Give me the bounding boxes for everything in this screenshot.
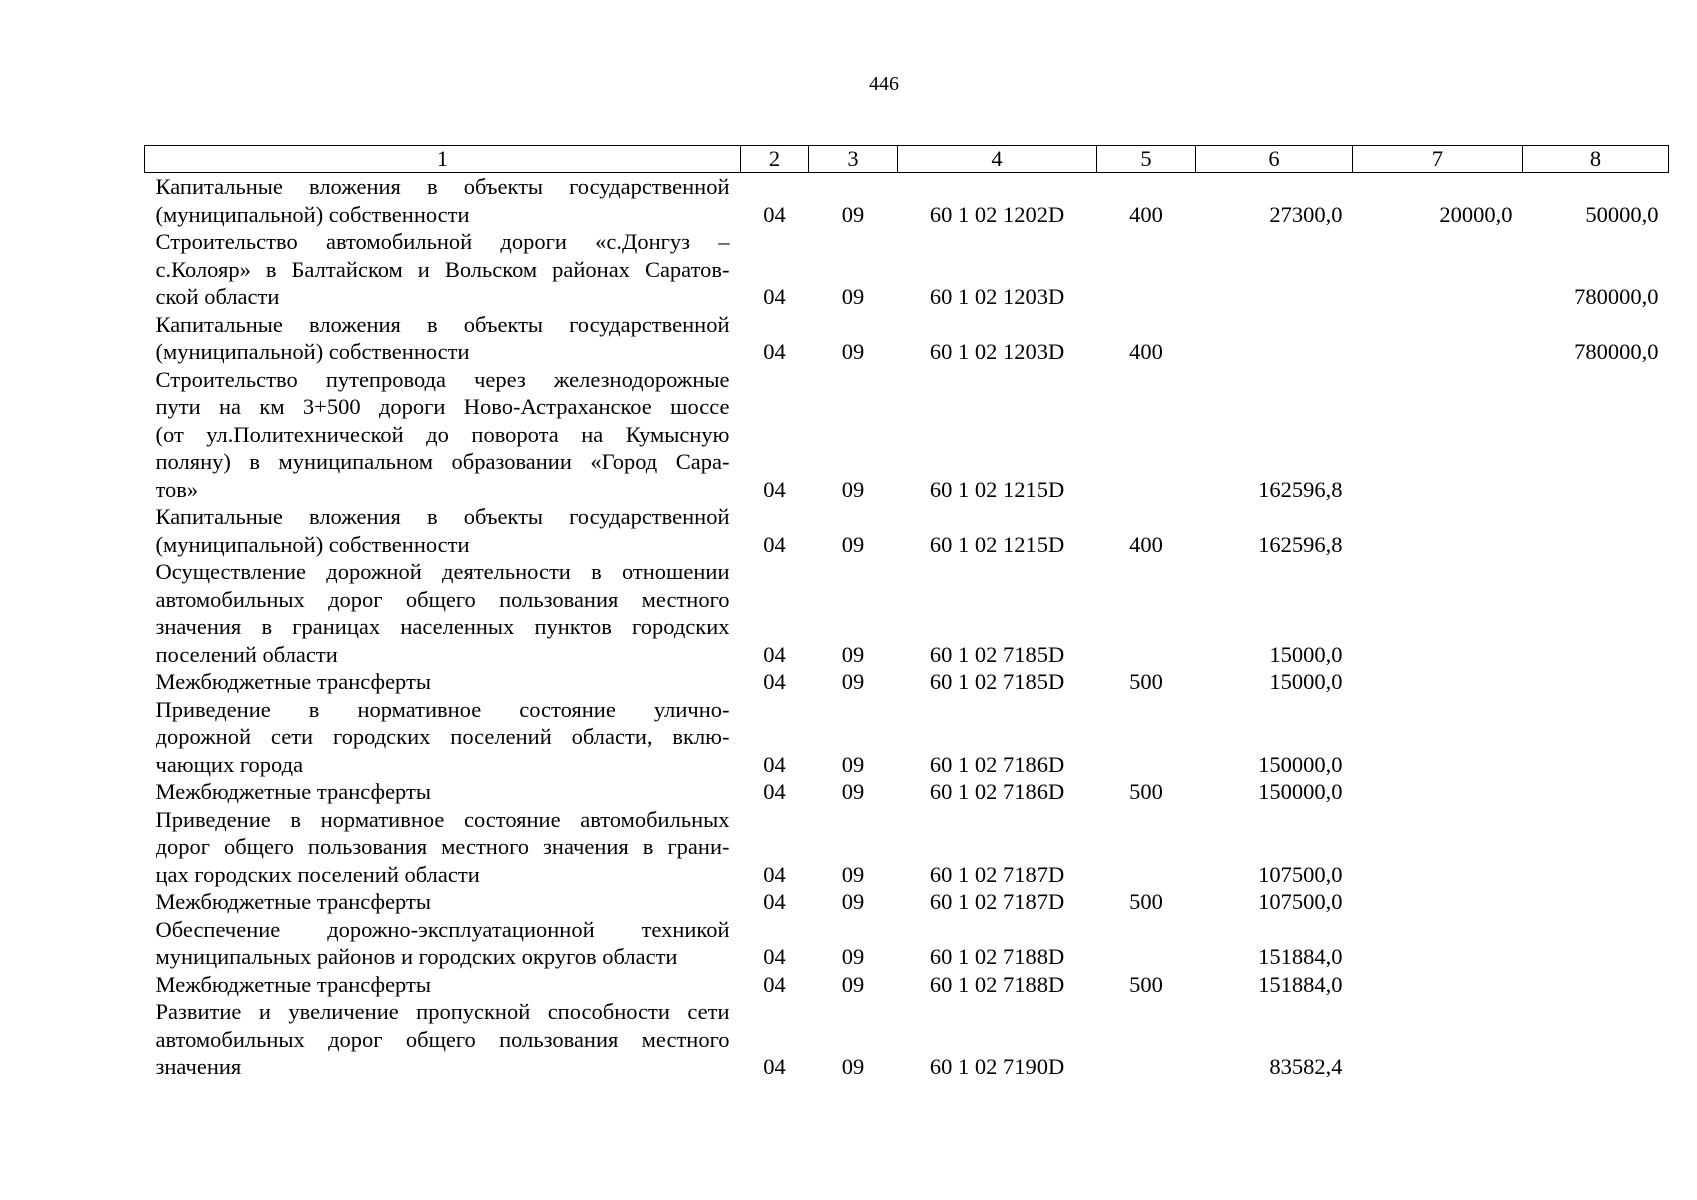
column-header-3: 3 — [809, 146, 898, 173]
amount-year2-cell — [1353, 778, 1523, 806]
expense-type-cell — [1097, 998, 1196, 1081]
table-row — [145, 173, 1669, 229]
amount-year3-cell — [1523, 778, 1669, 806]
subsection-code-cell: 09 — [841, 861, 865, 887]
amount-year2-cell — [1353, 228, 1523, 311]
section-code-cell: 04 — [763, 669, 786, 694]
amount-year2-cell — [1353, 558, 1523, 668]
item-name-line: дорог общего пользования местного значения в грани- — [155, 834, 730, 859]
expense-type-cell: 500 — [1129, 669, 1163, 694]
item-name-cell — [145, 503, 741, 558]
target-article-cell: 60 1 02 7188D — [929, 944, 1065, 969]
item-name-line: муниципальных районов и городских округов области — [155, 944, 678, 969]
section-code-cell: 04 — [763, 751, 786, 777]
amount-year2-cell — [1353, 998, 1523, 1081]
item-name-cell — [145, 366, 741, 504]
expense-type-cell — [1097, 558, 1196, 668]
item-name-cell — [145, 806, 741, 889]
item-name-cell — [145, 311, 741, 366]
table-row — [145, 311, 1669, 366]
amount-year3-cell — [1523, 668, 1669, 696]
item-name-line: Строительство автомобильной дороги «с.Донгуз – — [155, 229, 730, 254]
target-article-cell: 60 1 02 1203D — [929, 284, 1065, 309]
amount-year3-cell: 50000,0 — [1585, 201, 1659, 227]
item-name-line: автомобильных дорог общего пользования местного — [155, 586, 730, 612]
target-article-cell: 60 1 02 1202D — [929, 201, 1065, 227]
item-name-line: тов» — [155, 476, 199, 502]
target-article-cell: 60 1 02 7185D — [929, 641, 1065, 667]
item-name-line: значения — [155, 1054, 242, 1079]
item-name-line: Капитальные вложения в объекты государственной — [155, 311, 730, 337]
table-row — [145, 503, 1669, 558]
amount-year1-cell: 151884,0 — [1258, 944, 1343, 969]
item-name-line: Приведение в нормативное состояние автомобильных — [155, 806, 730, 832]
item-name-line: Капитальные вложения в объекты государственной — [155, 174, 730, 199]
amount-year1-cell: 150000,0 — [1258, 751, 1343, 777]
item-name-line: (от ул.Политехнической до поворота на Кумысную — [155, 421, 730, 447]
expense-type-cell — [1097, 696, 1196, 779]
amount-year2-cell — [1353, 668, 1523, 696]
item-name-line: пути на км 3+500 дороги Ново-Астраханское шоссе — [155, 394, 730, 419]
expense-type-cell: 400 — [1129, 201, 1163, 227]
item-name-line: (муниципальной) собственности — [155, 531, 470, 557]
amount-year2-cell — [1353, 696, 1523, 779]
budget-table-container — [144, 145, 1668, 1081]
item-name-cell — [145, 916, 741, 971]
amount-year3-cell: 780000,0 — [1574, 284, 1659, 309]
item-name-line: с.Колояр» в Балтайском и Вольском районах Саратов- — [155, 256, 730, 282]
item-name-line: Осуществление дорожной деятельности в отношении — [155, 559, 730, 584]
subsection-code-cell: 09 — [841, 971, 865, 997]
amount-year3-cell — [1523, 366, 1669, 504]
subsection-code-cell: 09 — [841, 641, 865, 667]
amount-year3-cell — [1523, 888, 1669, 916]
item-name-line: Межбюджетные трансферты — [155, 779, 431, 804]
expense-type-cell: 500 — [1129, 971, 1163, 997]
amount-year3-cell — [1523, 696, 1669, 779]
amount-year3-cell: 780000,0 — [1574, 339, 1659, 364]
amount-year2-cell — [1353, 888, 1523, 916]
target-article-cell: 60 1 02 1203D — [929, 339, 1065, 364]
item-name-line: (муниципальной) собственности — [155, 339, 470, 364]
amount-year3-cell — [1523, 503, 1669, 558]
subsection-code-cell: 09 — [841, 339, 865, 364]
target-article-cell: 60 1 02 7190D — [929, 1054, 1065, 1079]
target-article-cell: 60 1 02 7185D — [929, 669, 1065, 694]
table-row — [145, 806, 1669, 889]
item-name-line: Межбюджетные трансферты — [155, 889, 431, 914]
target-article-cell: 60 1 02 1215D — [929, 476, 1065, 502]
amount-year2-cell — [1353, 971, 1523, 999]
item-name-line: Развитие и увеличение пропускной способности сети — [155, 999, 730, 1024]
section-code-cell: 04 — [763, 889, 786, 914]
table-row — [145, 998, 1669, 1081]
amount-year3-cell — [1523, 998, 1669, 1081]
table-row — [145, 366, 1669, 504]
item-name-line: поляну) в муниципальном образовании «Город Сара- — [155, 449, 730, 474]
item-name-line: ской области — [155, 284, 280, 309]
section-code-cell: 04 — [763, 779, 786, 804]
amount-year3-cell — [1523, 806, 1669, 889]
target-article-cell: 60 1 02 1215D — [929, 531, 1065, 557]
subsection-code-cell: 09 — [841, 751, 865, 777]
table-header — [145, 146, 1669, 173]
item-name-cell — [145, 558, 741, 668]
subsection-code-cell: 09 — [841, 1054, 865, 1079]
target-article-cell: 60 1 02 7187D — [929, 861, 1065, 887]
column-header-6: 6 — [1196, 146, 1353, 173]
amount-year2-cell — [1353, 916, 1523, 971]
target-article-cell: 60 1 02 7186D — [929, 779, 1065, 804]
header-row — [145, 146, 1669, 173]
item-name-cell — [145, 971, 741, 999]
column-header-7: 7 — [1353, 146, 1523, 173]
amount-year3-cell — [1523, 971, 1669, 999]
column-header-8: 8 — [1523, 146, 1669, 173]
section-code-cell: 04 — [763, 201, 786, 227]
item-name-line: Строительство путепровода через железнодорожные — [155, 366, 730, 392]
table-row — [145, 778, 1669, 806]
amount-year1-cell: 151884,0 — [1258, 971, 1343, 997]
target-article-cell: 60 1 02 7186D — [929, 751, 1065, 777]
item-name-cell — [145, 888, 741, 916]
item-name-cell — [145, 228, 741, 311]
section-code-cell: 04 — [763, 284, 786, 309]
table-row — [145, 668, 1669, 696]
table-row — [145, 971, 1669, 999]
expense-type-cell — [1097, 366, 1196, 504]
subsection-code-cell: 09 — [841, 531, 865, 557]
target-article-cell: 60 1 02 7187D — [929, 889, 1065, 914]
expense-type-cell: 500 — [1129, 779, 1163, 804]
amount-year2-cell — [1353, 366, 1523, 504]
item-name-line: поселений области — [155, 641, 338, 667]
subsection-code-cell: 09 — [841, 201, 865, 227]
item-name-line: значения в границах населенных пунктов городских — [155, 614, 730, 639]
item-name-cell — [145, 998, 741, 1081]
item-name-cell — [145, 668, 741, 696]
amount-year1-cell — [1196, 228, 1353, 311]
amount-year1-cell: 107500,0 — [1258, 861, 1343, 887]
amount-year2-cell — [1353, 806, 1523, 889]
amount-year3-cell — [1523, 558, 1669, 668]
section-code-cell: 04 — [763, 971, 786, 997]
item-name-cell — [145, 696, 741, 779]
subsection-code-cell: 09 — [841, 779, 865, 804]
amount-year2-cell — [1353, 503, 1523, 558]
item-name-line: Приведение в нормативное состояние улично- — [155, 696, 730, 722]
expense-type-cell — [1097, 228, 1196, 311]
subsection-code-cell: 09 — [841, 284, 865, 309]
section-code-cell: 04 — [763, 476, 786, 502]
amount-year1-cell: 83582,4 — [1269, 1054, 1343, 1079]
section-code-cell: 04 — [763, 641, 786, 667]
subsection-code-cell: 09 — [841, 944, 865, 969]
column-header-4: 4 — [898, 146, 1097, 173]
amount-year2-cell: 20000,0 — [1439, 201, 1513, 227]
item-name-cell — [145, 778, 741, 806]
item-name-line: (муниципальной) собственности — [155, 201, 470, 227]
target-article-cell: 60 1 02 7188D — [929, 971, 1065, 997]
amount-year1-cell: 162596,8 — [1258, 531, 1343, 557]
section-code-cell: 04 — [763, 339, 786, 364]
section-code-cell: 04 — [763, 1054, 786, 1079]
column-header-2: 2 — [741, 146, 809, 173]
expense-type-cell — [1097, 806, 1196, 889]
amount-year2-cell — [1353, 311, 1523, 366]
table-row — [145, 228, 1669, 311]
page-number: 446 — [869, 73, 899, 95]
amount-year1-cell: 150000,0 — [1258, 779, 1343, 804]
table-row — [145, 558, 1669, 668]
item-name-line: Межбюджетные трансферты — [155, 669, 431, 694]
item-name-line: дорожной сети городских поселений области, вклю- — [155, 724, 730, 749]
item-name-line: Капитальные вложения в объекты государственной — [155, 504, 730, 529]
column-header-1: 1 — [145, 146, 741, 173]
section-code-cell: 04 — [763, 944, 786, 969]
expense-type-cell — [1097, 916, 1196, 971]
amount-year1-cell — [1196, 311, 1353, 366]
subsection-code-cell: 09 — [841, 889, 865, 914]
amount-year1-cell: 162596,8 — [1258, 476, 1343, 502]
item-name-line: чающих города — [155, 751, 304, 777]
section-code-cell: 04 — [763, 531, 786, 557]
amount-year1-cell: 15000,0 — [1269, 641, 1343, 667]
subsection-code-cell: 09 — [841, 476, 865, 502]
item-name-cell — [145, 173, 741, 229]
table-row — [145, 888, 1669, 916]
column-header-5: 5 — [1097, 146, 1196, 173]
budget-table — [144, 145, 1669, 1081]
item-name-line: Межбюджетные трансферты — [155, 971, 431, 997]
amount-year1-cell: 27300,0 — [1269, 201, 1343, 227]
table-body — [145, 173, 1669, 1081]
amount-year1-cell: 15000,0 — [1269, 669, 1343, 694]
amount-year1-cell: 107500,0 — [1258, 889, 1343, 914]
table-row — [145, 916, 1669, 971]
expense-type-cell: 400 — [1129, 531, 1163, 557]
item-name-line: Обеспечение дорожно-эксплуатационной техникой — [155, 916, 730, 942]
amount-year3-cell — [1523, 916, 1669, 971]
item-name-line: цах городских поселений области — [155, 861, 480, 887]
item-name-line: автомобильных дорог общего пользования местного — [155, 1026, 730, 1052]
expense-type-cell: 500 — [1129, 889, 1163, 914]
table-row — [145, 696, 1669, 779]
expense-type-cell: 400 — [1129, 339, 1163, 364]
section-code-cell: 04 — [763, 861, 786, 887]
subsection-code-cell: 09 — [841, 669, 865, 694]
